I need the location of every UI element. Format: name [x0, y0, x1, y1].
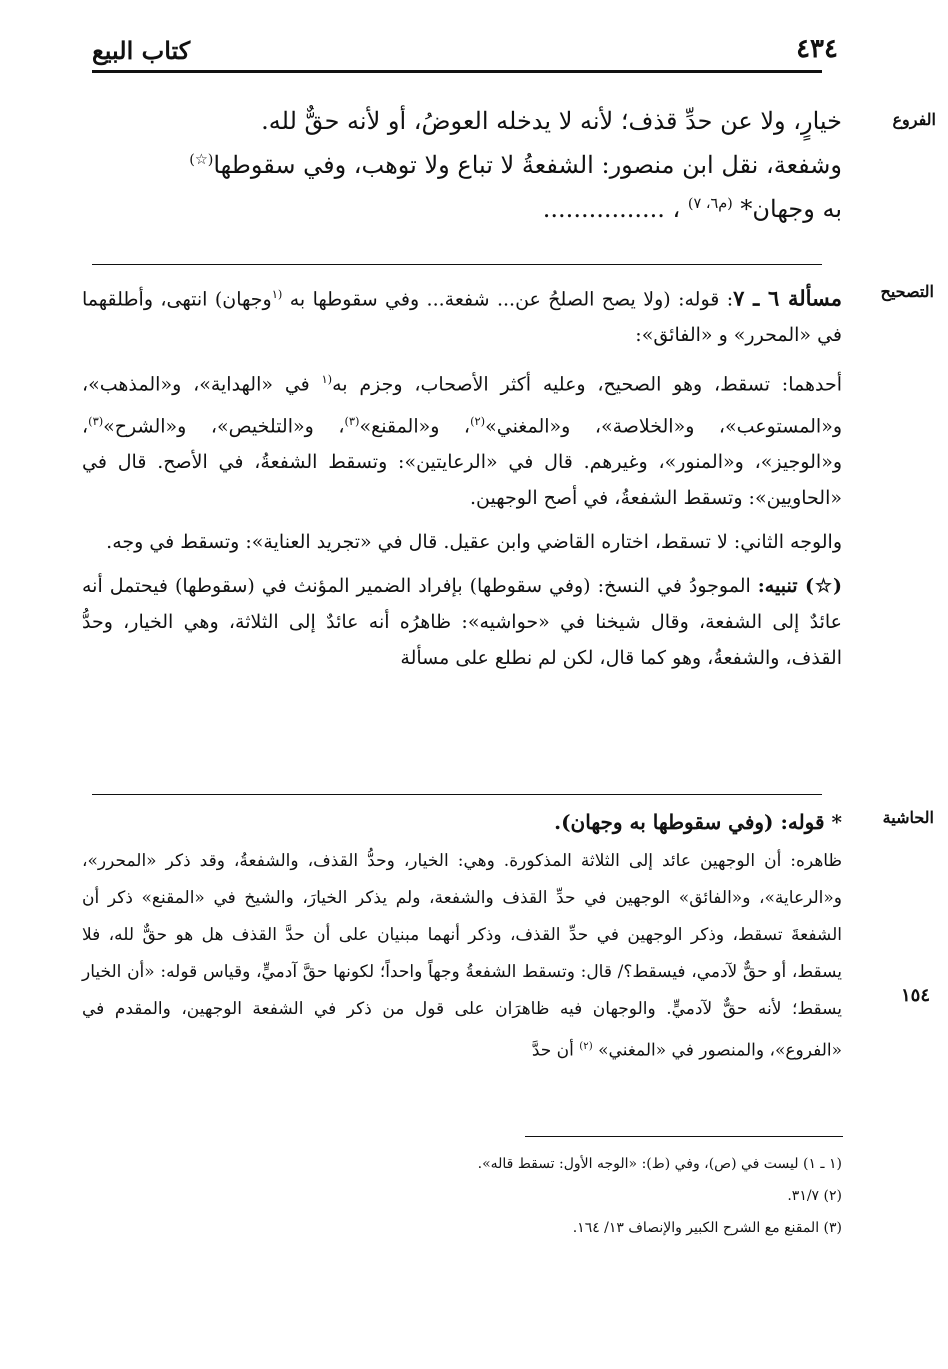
section-rule-2 [92, 794, 822, 795]
furu-comma: ، [672, 195, 681, 223]
tashih-p1-b: وجهان) انتهى، وأطلقهما في «المحرر» و «الفائق»: [82, 288, 842, 347]
hashiya-text-b: أن حدَّ [531, 1040, 580, 1061]
tashih-p2-a: أحدهما: تسقط، وهو الصحيح، وعليه أكثر الأصحاب، وجزم به [332, 373, 842, 396]
furu-ref: (م٦، ٧) [687, 196, 733, 212]
header-rule [92, 70, 822, 73]
tashih-p2-e: ، و«الوجيز»، و«المنور»، وغيرهم. قال في «الرعايتين»: وتسقط الشفعةُ، في الأصح. قال في «الحاويين»: وتسقط الشفعةُ، في أصح الوجهين. [82, 414, 842, 509]
tashih-p2-sup1: (١ [321, 372, 333, 387]
masala-heading: مسألة ٦ ـ ٧ [733, 285, 842, 311]
tashih-p3: والوجه الثاني: لا تسقط، اختاره القاضي وابن عقيل. قال في «تجريد العناية»: وتسقط في وجه. [106, 530, 842, 553]
tashih-p2-sup2: (٢) [470, 413, 486, 428]
furu-line [82, 185, 842, 229]
hashiya-quote: * قوله: (وفي سقوطها به وجهان). [554, 810, 842, 834]
tanbih-text: الموجودُ في النسخ: (وفي سقوطها) بإفراد الضمير المؤنث في (سقوطها) فيحتمل أنه عائدٌ إلى الشفعة، وقال شيخنا في «حواشيه»: ظاهرُه أنه عائدٌ إلى الثلاثة، وهي الخيار، وحدُّ القذف، والشفعةُ، وهو كما قال، لكن لم نطلع على مسألة [82, 574, 842, 669]
furu-dots: ................ [542, 195, 665, 223]
tanbih-heading: (☆) تنبيه: [757, 574, 842, 597]
footnote: (١ ـ ١) ليست في (ص)، وفي (ط): «الوجه الأول: تسقط قاله». [477, 1156, 842, 1172]
footnote: (٣) المقنع مع الشرح الكبير والإنصاف ١٣/ ١٦٤. [572, 1220, 842, 1236]
footnotes [82, 1148, 842, 1244]
tashih-text [82, 276, 842, 676]
section-rule-1 [92, 264, 822, 265]
tashih-p2-b: في «الهداية»، و«المذهب»، و«المستوعب»، و«الخلاصة»، و«المغني» [82, 373, 842, 437]
footnote-rule [525, 1136, 843, 1137]
page-number: ٤٣٤ [796, 34, 838, 64]
furu-marker: (☆) [189, 152, 214, 168]
furu-line [82, 141, 842, 185]
label-tashih: التصحيح [880, 282, 934, 301]
furu-line-3: به وجهان* [740, 195, 842, 223]
hashiya-text [82, 804, 842, 1070]
hashiya-sup: (٢) [579, 1041, 593, 1052]
footnote: (٢) ٣١/٧. [787, 1188, 842, 1204]
hashiya-text-a: ظاهره: أن الوجهين عائد إلى الثلاثة المذكورة. وهي: الخيار، وحدُّ القذف، والشفعةُ، وقد ذكر «المحرر»، و«الرعاية»، و«الفائق» الوجهين في حدِّ القذف والشفعة، ولم يذكر الخيارَ، والشيخ في «المقنع» ذكر أن الشفعةَ تسقط، وذكر الوجهين في حدِّ القذف، وذكر أنهما مبنيان على أن حدَّ القذف هل هو حقٌّ لله، فلا يسقط، أو حقٌّ لآدمي، فيسقط؟/ قال: وتسقط الشفعةُ وجهاً واحداً؛ لكونها حقَّ آدميٍّ، وقياس قوله: «أن الخيار يسقط؛ لأنه حقٌّ لآدميٍّ. والوجهان فيه ظاهرَان على قول من ذكر في الشفعة الوجهين، والمقدم في «الفروع»، والمنصور في «المغني» [82, 851, 842, 1061]
furu-line-1: خيارٍ، ولا عن حدِّ قذف؛ لأنه لا يدخله العوضُ، أو لأنه حقٌّ لله. [261, 107, 842, 135]
margin-page-number: ١٥٤ [900, 985, 930, 1006]
tashih-paragraph [82, 524, 842, 560]
label-furu: الفروع [892, 110, 936, 129]
page-header [92, 34, 838, 72]
hashiya-heading [82, 804, 842, 843]
hashiya-paragraph [82, 843, 842, 1070]
tashih-p2-sup4: (٣) [88, 413, 104, 428]
tashih-p1-a: : قوله: (ولا يصح الصلحُ عن... شفعة... وفي سقوطها به [289, 288, 734, 311]
tashih-paragraph [82, 361, 842, 516]
tashih-paragraph [82, 276, 842, 353]
tashih-p2-d: ، و«التلخيص»، و«الشرح» [103, 414, 345, 437]
furu-line [82, 102, 842, 141]
label-hashiya: الحاشية [882, 808, 934, 827]
furu-line-2: وشفعة، نقل ابن منصور: الشفعةُ لا تباع ولا توهب، وفي سقوطها [213, 151, 842, 179]
tashih-p1-sup: (١ [271, 287, 283, 301]
tashih-p2-sup3: (٣) [344, 413, 360, 428]
furu-text [82, 102, 842, 229]
running-title: كتاب البيع [92, 36, 191, 65]
tashih-p2-c: ، و«المقنع» [359, 414, 471, 437]
tanbih-paragraph [82, 568, 842, 676]
